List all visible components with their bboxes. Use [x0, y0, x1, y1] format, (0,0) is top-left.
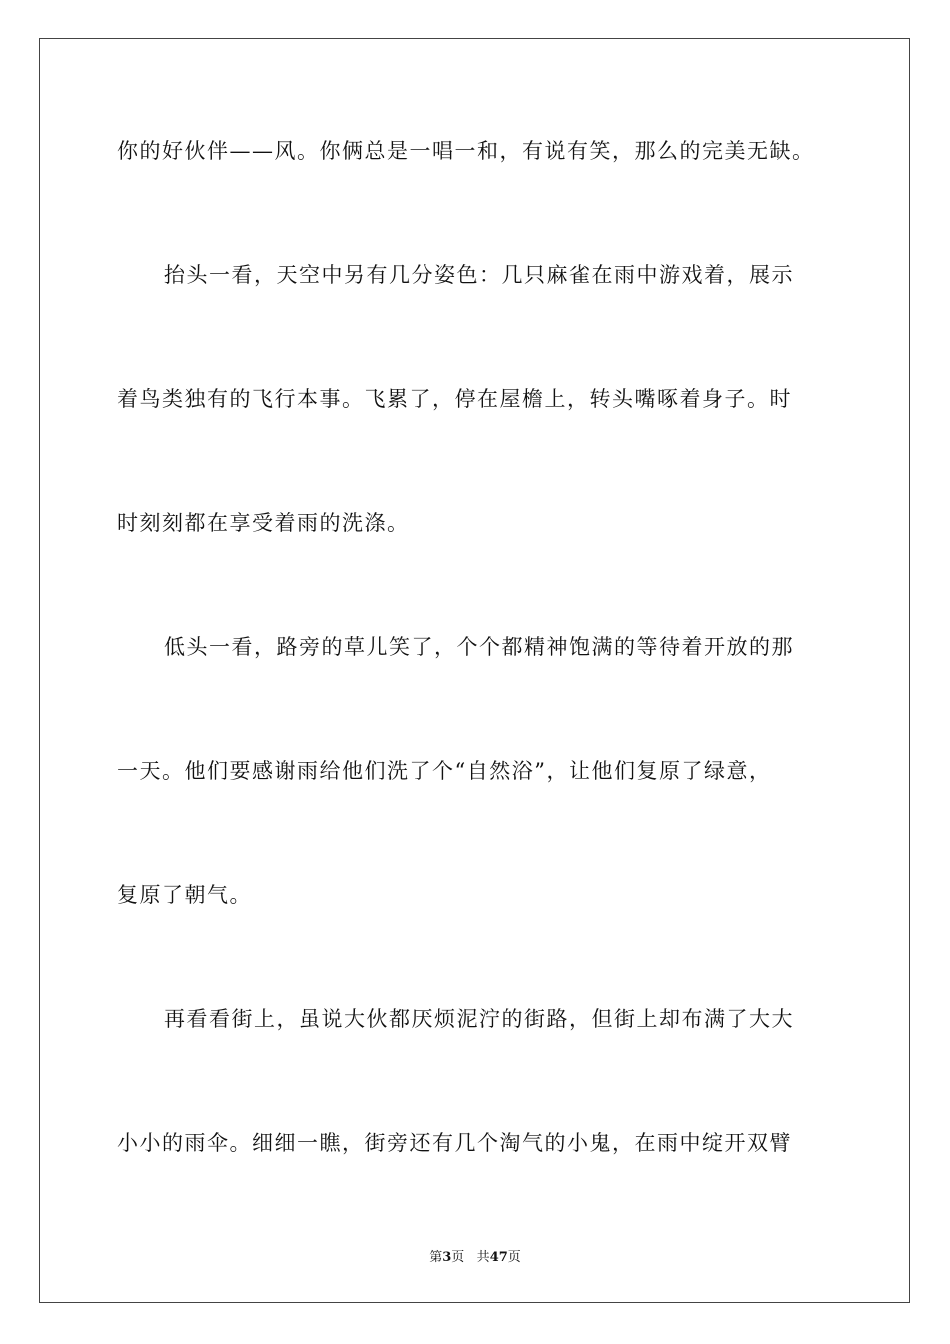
text-line-5: 低头一看，路旁的草儿笑了，个个都精神饱满的等待着开放的那 — [164, 635, 794, 659]
text-line-1: 你的好伙伴——风。你俩总是一唱一和，有说有笑，那么的完美无缺。 — [117, 139, 815, 163]
text-line-8: 再看看街上，虽说大伙都厌烦泥泞的街路，但街上却布满了大大 — [164, 1007, 794, 1031]
page-frame — [39, 38, 910, 1303]
footer-page-suffix: 页 — [451, 1250, 465, 1265]
text-line-4: 时刻刻都在享受着雨的洗涤。 — [117, 511, 410, 535]
text-line-3: 着鸟类独有的飞行本事。飞累了，停在屋檐上，转头嘴啄着身子。时 — [117, 387, 792, 411]
footer-total-prefix: 共 — [476, 1250, 490, 1265]
footer-total-pages: 47 — [489, 1250, 508, 1265]
page-footer — [0, 1246, 950, 1265]
text-line-6: 一天。他们要感谢雨给他们洗了个“自然浴”，让他们复原了绿意， — [117, 759, 772, 783]
text-line-2: 抬头一看，天空中另有几分姿色：几只麻雀在雨中游戏着，展示 — [164, 263, 794, 287]
text-line-9: 小小的雨伞。细细一瞧，街旁还有几个淘气的小鬼，在雨中绽开双臂 — [117, 1131, 792, 1155]
text-line-7: 复原了朝气。 — [117, 883, 252, 907]
footer-total-suffix: 页 — [507, 1250, 521, 1265]
footer-page-prefix: 第 — [429, 1250, 443, 1265]
footer-page-number: 3 — [442, 1250, 452, 1265]
